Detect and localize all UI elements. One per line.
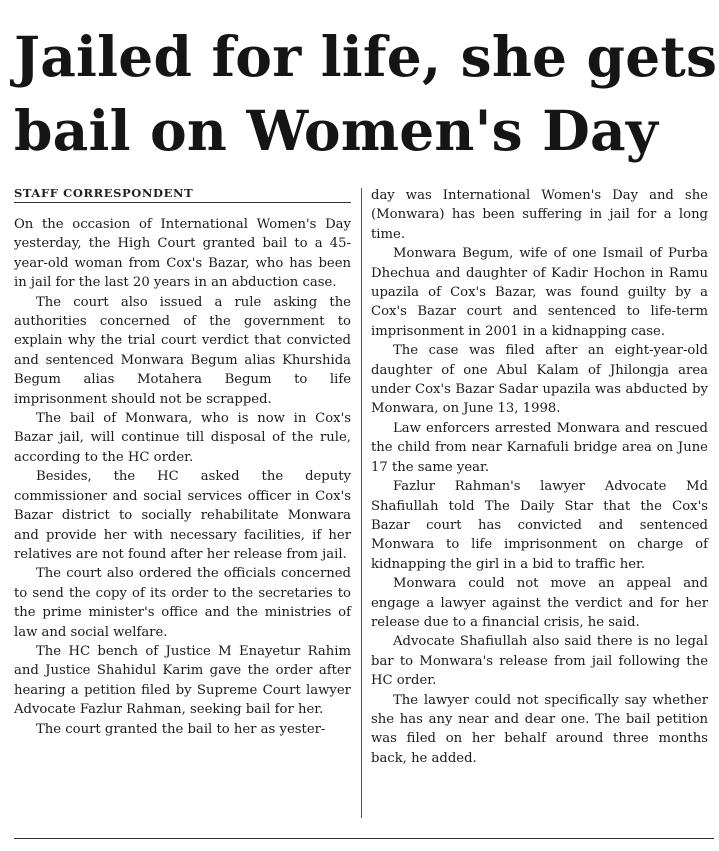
left-column: [14, 186, 351, 739]
paragraph-left-7: The court granted the bail to her as yester-: [36, 721, 326, 737]
paragraph-left-1: On the occasion of International Women's Day yesterday, the High Court granted bail to a 45-year-old woman from Cox's Bazar, who has been in jail for the last 20 years in an abduction case.: [14, 217, 351, 291]
column-divider: [361, 188, 362, 818]
paragraph-right-7: Advocate Shafiullah also said there is no legal bar to Monwara's release from jail following the HC order.: [371, 634, 708, 689]
headline: [14, 20, 718, 168]
paragraph-left-3: The bail of Monwara, who is now in Cox's Bazar jail, will continue till disposal of the rule, according to the HC order.: [14, 411, 351, 465]
paragraph-right-4: Law enforcers arrested Monwara and rescued the child from near Karnafuli bridge area on June 17 the same year.: [371, 420, 708, 475]
paragraph-right-5: Fazlur Rahman's lawyer Advocate Md Shafiullah told The Daily Star that the Cox's Bazar court has convicted and sentenced Monwara to life imprisonment on charge of kidnapping the girl in a bid to traffic her.: [371, 479, 708, 572]
byline: STAFF CORRESPONDENT: [14, 186, 351, 203]
paragraph-right-3: The case was filed after an eight-year-old daughter of one Abul Kalam of Jhilongja area under Cox's Bazar Sadar upazila was abducted by Monwara, on June 13, 1998.: [371, 343, 708, 417]
paragraph-right-1: day was International Women's Day and she (Monwara) has been suffering in jail for a long time.: [371, 188, 708, 242]
paragraph-left-6: The HC bench of Justice M Enayetur Rahim and Justice Shahidul Karim gave the order after hearing a petition filed by Supreme Court lawyer Advocate Fazlur Rahman, seeking bail for her.: [14, 643, 351, 718]
right-column: [371, 186, 708, 768]
bottom-rule: [14, 838, 714, 839]
paragraph-left-2: The court also issued a rule asking the authorities concerned of the government to explain why the trial court verdict that convicted and sentenced Monwara Begum alias Khurshida Begum alias Motahera Begum to life imprisonment should not be scrapped.: [14, 294, 351, 407]
headline-line-2: bail on Women's Day: [14, 98, 659, 163]
paragraph-right-8: The lawyer could not specifically say whether she has any near and dear one. The bail petition was filed on her behalf around three months back, he added.: [371, 692, 708, 766]
paragraph-right-2: Monwara Begum, wife of one Ismail of Purba Dhechua and daughter of Kadir Hochon in Ramu upazila of Cox's Bazar, was found guilty by a Cox's Bazar court and sentenced to life-term imprisonment in 2001 in a kidnapping case.: [371, 246, 708, 339]
headline-line-1: Jailed for life, she gets: [14, 24, 718, 89]
paragraph-left-4: Besides, the HC asked the deputy commissioner and social services officer in Cox's Bazar district to socially rehabilitate Monwara and provide her with necessary facilities, if her relatives are not found after her release from jail.: [14, 469, 351, 562]
paragraph-left-5: The court also ordered the officials concerned to send the copy of its order to the secretaries to the prime minister's office and the ministries of law and social welfare.: [14, 566, 351, 640]
paragraph-right-6: Monwara could not move an appeal and engage a lawyer against the verdict and for her release due to a financial crisis, he said.: [371, 576, 708, 630]
